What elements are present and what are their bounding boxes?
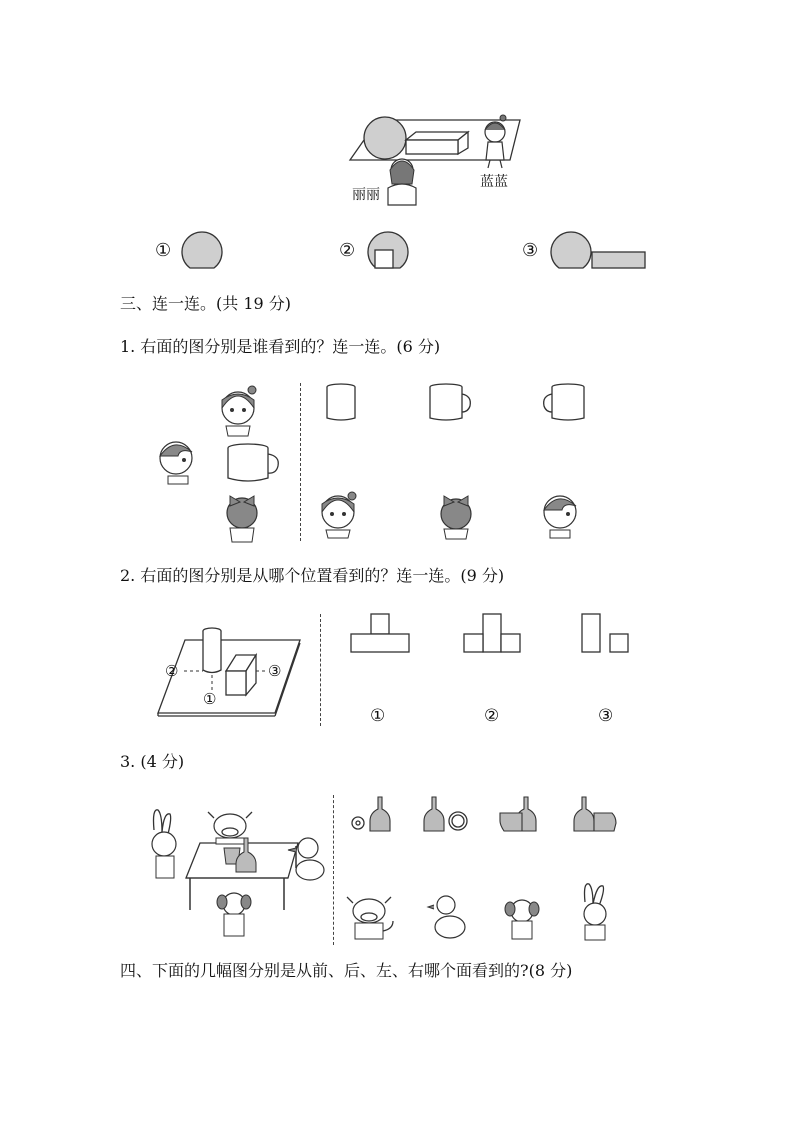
section-4-heading: 四、下面的几幅图分别是从前、后、左、右哪个面看到的?(8 分) xyxy=(120,961,573,980)
q1-mug-front-view xyxy=(325,382,365,424)
question-2-text: 2. 右面的图分别是从哪个位置看到的？连一连。(9 分) xyxy=(120,566,505,585)
q2-scene-mark-3: ③ xyxy=(268,662,282,680)
top-option-1-figure xyxy=(180,230,224,272)
top-option-2-figure xyxy=(366,230,410,272)
q3-cow-option xyxy=(345,895,397,943)
girl-face-top xyxy=(222,386,256,436)
q2-option-2-label: ② xyxy=(484,706,500,726)
q3-view-2-figure xyxy=(420,795,470,835)
q2-scene-mark-2: ② xyxy=(165,662,179,680)
question-1-text: 1. 右面的图分别是谁看到的？连一连。(6 分) xyxy=(120,337,441,356)
top-option-3-label: ③ xyxy=(522,240,539,261)
question-3-text: 3. (4 分) xyxy=(120,752,185,771)
q1-left-scene xyxy=(150,380,290,545)
q1-boy-side-option xyxy=(540,490,584,540)
top-option-2-label: ② xyxy=(339,240,356,261)
q2-option-3-label: ③ xyxy=(598,706,614,726)
ball-shape xyxy=(364,117,406,159)
q3-left-scene xyxy=(148,808,333,948)
girl-lili-figure xyxy=(388,159,416,205)
box-shape xyxy=(406,140,458,154)
q3-dog-option xyxy=(502,897,542,943)
top-option-3-figure xyxy=(549,230,649,272)
q1-divider xyxy=(300,383,301,541)
section-3-heading: 三、连一连。(共 19 分) xyxy=(120,294,292,313)
q3-view-1-figure xyxy=(350,795,396,835)
q3-rabbit-option xyxy=(575,882,615,944)
q2-view-b-figure xyxy=(462,612,524,656)
dog-figure xyxy=(217,893,251,936)
q2-scene-mark-1: ① xyxy=(203,690,217,708)
q2-view-a-figure xyxy=(350,612,412,656)
top-option-1-label: ① xyxy=(155,240,172,261)
mug-center xyxy=(228,444,278,481)
q3-view-4-figure xyxy=(572,795,618,835)
rabbit-figure xyxy=(152,810,176,878)
q1-girl-back-option xyxy=(434,490,478,540)
q2-view-c-figure xyxy=(580,612,636,656)
label-lanlan: 蓝蓝 xyxy=(480,174,508,190)
q1-mug-handle-left-view xyxy=(538,382,588,424)
q1-mug-handle-right-view xyxy=(428,382,476,424)
girl-back-bottom xyxy=(227,496,257,542)
label-lili: 丽丽 xyxy=(352,187,380,203)
q3-duck-option xyxy=(426,893,470,943)
q1-girl-face-option xyxy=(318,490,362,540)
q3-divider xyxy=(333,795,334,945)
q3-view-3-figure xyxy=(498,795,544,835)
q2-divider xyxy=(320,614,321,726)
q2-option-1-label: ① xyxy=(370,706,386,726)
boy-face-left xyxy=(160,442,192,484)
